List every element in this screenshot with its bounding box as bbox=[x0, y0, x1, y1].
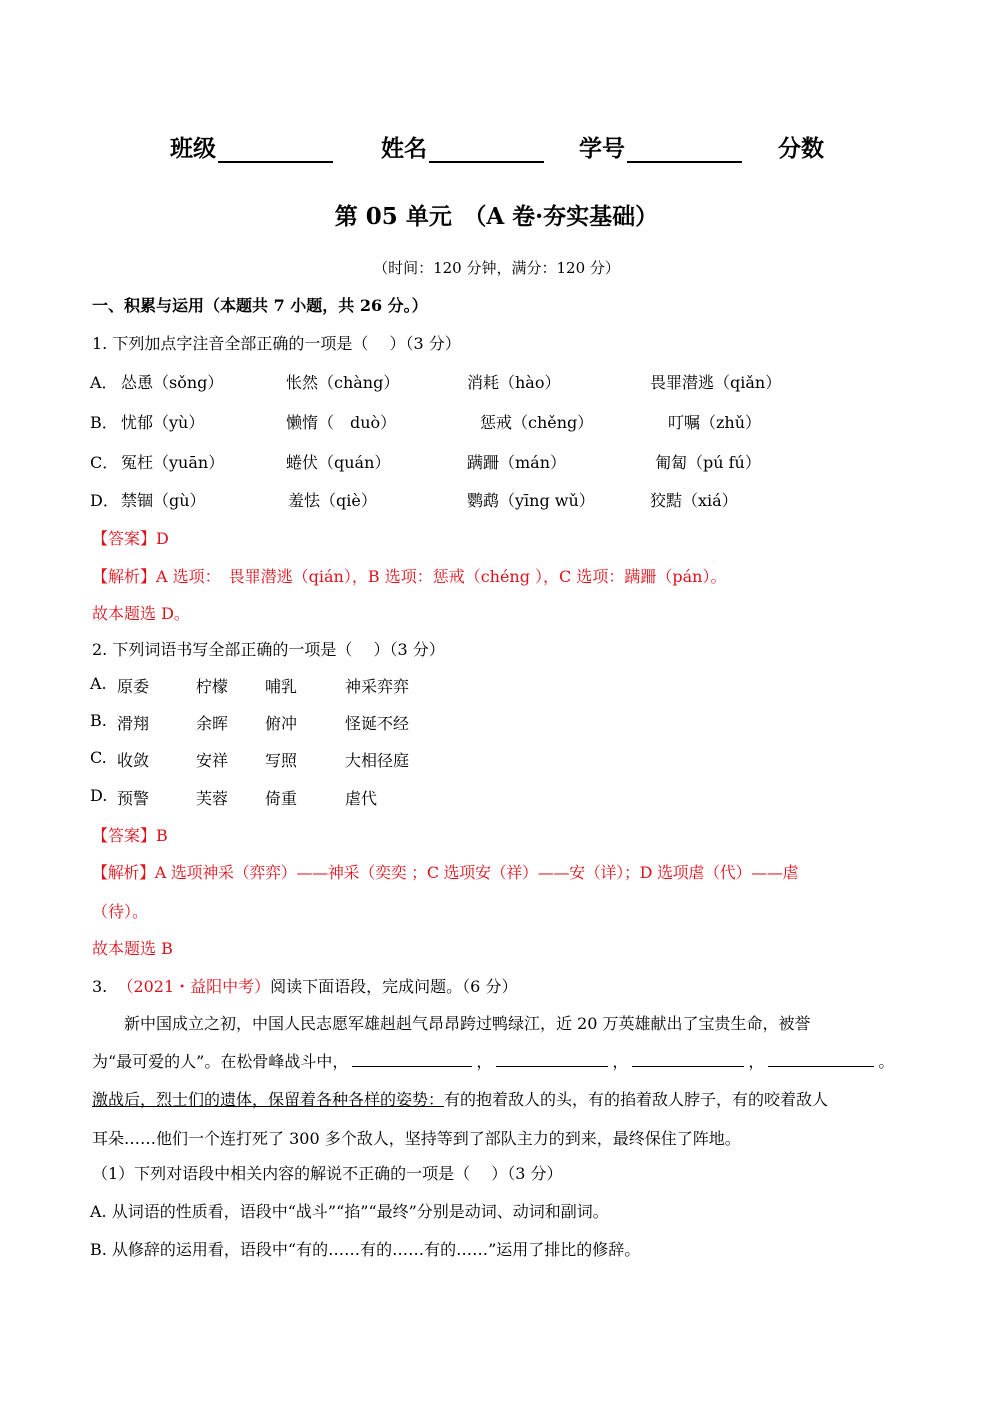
score-label: 分数 bbox=[778, 135, 824, 162]
q1-option-item: 冤枉（yuān） bbox=[121, 453, 225, 472]
q1-option-item: 怂恿（sǒng） bbox=[121, 373, 224, 392]
q1-option-item: 禁锢（gù） bbox=[121, 491, 206, 510]
q1-option-letter: A． bbox=[90, 373, 118, 392]
q1-option-item: 消耗（hào） bbox=[467, 373, 561, 392]
q2-analysis: 【解析】A 选项神采（弈弈）——神采（奕奕 ；C 选项安（祥）——安（详）；D 选项虐（代）——虐 bbox=[92, 863, 799, 882]
q2-option-item: 滑翔 bbox=[117, 714, 150, 733]
q1-stem: 1. 下列加点字注音全部正确的一项是（ ）（3 分） bbox=[92, 334, 461, 353]
q1-option-item: 懒惰（ duò） bbox=[286, 413, 397, 432]
q2-option-item: 哺乳 bbox=[265, 677, 298, 696]
class-blank[interactable] bbox=[218, 137, 333, 163]
q2-option-item: 安祥 bbox=[196, 751, 229, 770]
q1-option-item: 狡黠（xiá） bbox=[650, 491, 738, 510]
section-heading: 一、积累与运用（本题共 7 小题，共 26 分。） bbox=[92, 296, 428, 315]
q1-option-item: 畏罪潜逃（qiǎn） bbox=[650, 373, 782, 392]
q1-option-item: 叮嘱（zhǔ） bbox=[668, 413, 762, 432]
q1-conclusion: 故本题选 D。 bbox=[92, 604, 190, 623]
q2-option-item: 倚重 bbox=[265, 789, 298, 808]
q2-option-item: 怪诞不经 bbox=[345, 714, 410, 733]
q3-paragraph-line: 为“最可爱的人”。在松骨峰战斗中， ， ， ， 。 bbox=[92, 1052, 895, 1071]
q1-option-item: 匍匐（pú fú） bbox=[655, 453, 761, 472]
underlined-sentence: 激战后，烈士们的遗体，保留着各种各样的姿势： bbox=[92, 1090, 445, 1109]
q2-option-item: 大相径庭 bbox=[345, 751, 410, 770]
name-blank[interactable] bbox=[429, 137, 544, 163]
fill-blank-3[interactable] bbox=[632, 1050, 744, 1067]
id-field: 学号 bbox=[579, 130, 742, 163]
q1-analysis: 【解析】A 选项： 畏罪潜逃（qián），B 选项：惩戒（chéng ），C 选项：蹒跚（pán）。 bbox=[92, 567, 727, 586]
exam-info: （时间：120 分钟，满分：120 分） bbox=[373, 259, 620, 277]
q3-number: 3. bbox=[92, 977, 108, 996]
q2-option-item: 原委 bbox=[117, 677, 150, 696]
q2-option-letter: A. bbox=[90, 674, 107, 693]
q2-option-letter: B. bbox=[90, 711, 107, 730]
page-title: 第 05 单元 （A 卷·夯实基础） bbox=[334, 203, 659, 230]
q1-option-letter: B． bbox=[90, 413, 118, 432]
q2-option-item: 神采弈弈 bbox=[345, 677, 410, 696]
q3-stem: 阅读下面语段，完成问题。（6 分） bbox=[270, 977, 518, 996]
name-field: 姓名 bbox=[381, 130, 544, 163]
q2-option-letter: D. bbox=[90, 786, 108, 805]
fill-blank-1[interactable] bbox=[352, 1050, 472, 1067]
fill-blank-4[interactable] bbox=[768, 1050, 874, 1067]
q1-option-item: 怅然（chàng） bbox=[286, 373, 400, 392]
q3-paragraph-line: 新中国成立之初，中国人民志愿军雄赳赳气昂昂跨过鸭绿江，近 20 万英雄献出了宝贵生命，被誉 bbox=[124, 1014, 811, 1033]
q2-option-item: 虐代 bbox=[345, 789, 378, 808]
q1-option-item: 蜷伏（quán） bbox=[286, 453, 391, 472]
q2-analysis-cont: （待）。 bbox=[92, 902, 149, 921]
q1-option-item: 羞怯（qiè） bbox=[288, 491, 377, 510]
q2-stem: 2. 下列词语书写全部正确的一项是（ ）（3 分） bbox=[92, 640, 445, 659]
q2-option-item: 写照 bbox=[265, 751, 298, 770]
q2-option-item: 预警 bbox=[117, 789, 150, 808]
q2-option-item: 芙蓉 bbox=[196, 789, 229, 808]
q2-option-item: 余晖 bbox=[196, 714, 229, 733]
class-field: 班级 bbox=[170, 130, 333, 163]
q3-paragraph-line: 激战后，烈士们的遗体，保留着各种各样的姿势：有的抱着敌人的头，有的掐着敌人脖子，有的咬着敌人 bbox=[92, 1090, 829, 1109]
q3-stem-line bbox=[92, 974, 517, 997]
q1-option-item: 惩戒（chěng） bbox=[480, 413, 594, 432]
q3-option-b: B. 从修辞的运用看，语段中“有的……有的……有的……”运用了排比的修辞。 bbox=[90, 1240, 641, 1259]
q3-sub1-stem: （1）下列对语段中相关内容的解说不正确的一项是（ ）（3 分） bbox=[92, 1164, 563, 1183]
q1-option-item: 蹒跚（mán） bbox=[467, 453, 567, 472]
q2-option-item: 柠檬 bbox=[196, 677, 229, 696]
q1-option-letter: D． bbox=[90, 491, 119, 510]
q1-option-letter: C． bbox=[90, 453, 119, 472]
q1-option-item: 忧郁（yù） bbox=[121, 413, 205, 432]
q2-option-letter: C. bbox=[90, 748, 107, 767]
q2-option-item: 俯冲 bbox=[265, 714, 298, 733]
q1-option-item: 鹦鹉（yīng wǔ） bbox=[467, 491, 595, 510]
q3-option-a: A. 从词语的性质看，语段中“战斗”“掐”“最终”分别是动词、动词和副词。 bbox=[90, 1202, 609, 1221]
fill-blank-2[interactable] bbox=[496, 1050, 608, 1067]
q2-answer: 【答案】B bbox=[92, 826, 168, 845]
q3-source: （2021・益阳中考） bbox=[117, 977, 271, 996]
q3-paragraph-line: 耳朵……他们一个连打死了 300 多个敌人，坚持等到了部队主力的到来，最终保住了阵地。 bbox=[92, 1129, 741, 1148]
q2-conclusion: 故本题选 B bbox=[92, 939, 173, 958]
id-blank[interactable] bbox=[627, 137, 742, 163]
q2-option-item: 收敛 bbox=[117, 751, 150, 770]
q1-answer: 【答案】D bbox=[92, 529, 169, 548]
